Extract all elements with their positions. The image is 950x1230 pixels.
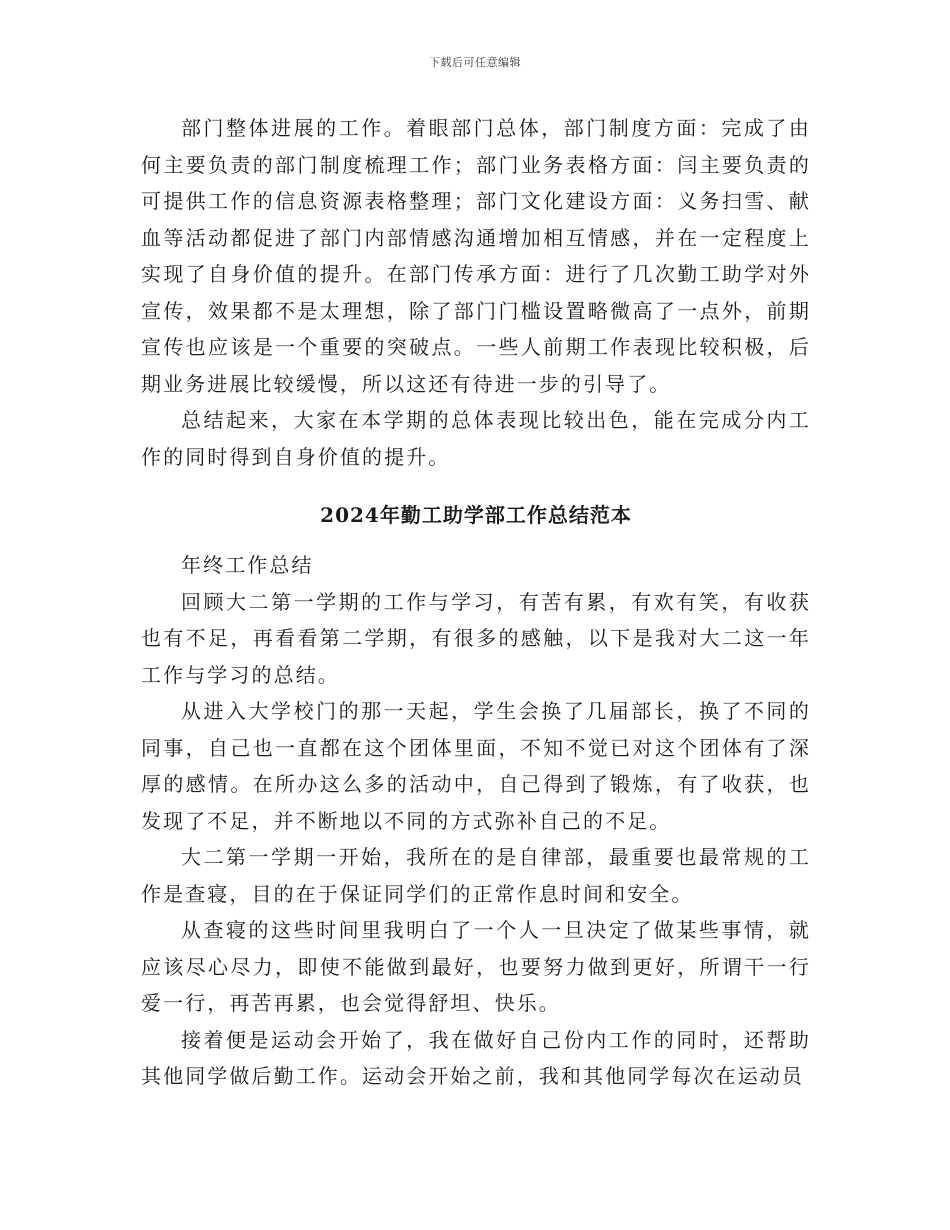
paragraph-discipline-dept: 大二第一学期一开始，我所在的是自律部，最重要也最常规的工作是查寝，目的在于保证同学们的正常作息时间和安全。	[141, 845, 811, 906]
paragraph-summary: 总结起来，大家在本学期的总体表现比较出色，能在完成分内工作的同时得到自身价值的提升。	[141, 408, 811, 469]
document-body	[141, 110, 811, 1095]
paragraph-university: 从进入大学校门的那一天起，学生会换了几届部长，换了不同的同事，自己也一直都在这个团体里面，不知不觉已对这个团体有了深厚的感情。在所办这么多的活动中，自己得到了锻炼，有了收获，也发现了不足，并不断地以不同的方式弥补自己的不足。	[141, 699, 811, 833]
section-title: 2024年勤工助学部工作总结范本	[320, 503, 632, 527]
page-header: 下载后可任意编辑	[429, 56, 521, 69]
paragraph-review: 回顾大二第一学期的工作与学习，有苦有累，有欢有笑，有收获也有不足，再看看第二学期，有很多的感触，以下是我对大二这一年工作与学习的总结。	[141, 589, 811, 687]
paragraph-dorm-check: 从查寝的这些时间里我明白了一个人一旦决定了做某些事情，就应该尽心尽力，即使不能做到最好，也要努力做到更好，所谓干一行爱一行，再苦再累，也会觉得舒坦、快乐。	[141, 918, 811, 1015]
paragraph-subheading: 年终工作总结	[181, 553, 314, 577]
paragraph-department-work: 部门整体进展的工作。着眼部门总体，部门制度方面：完成了由何主要负责的部门制度梳理工作；部门业务表格方面：闫主要负责的可提供工作的信息资源表格整理；部门文化建设方面：义务扫雪、献血等活动都促进了部门内部情感沟通增加相互情感，并在一定程度上实现了自身价值的提升。在部门传承方面：进行了几次勤工助学对外宣传，效果都不是太理想，除了部门门槛设置略微高了一点外，前期宣传也应该是一个重要的突破点。一些人前期工作表现比较积极，后期业务进展比较缓慢，所以这还有待进一步的引导了。	[141, 116, 811, 396]
paragraph-sports-meet: 接着便是运动会开始了，我在做好自己份内工作的同时，还帮助其他同学做后勤工作。运动会开始之前，我和其他同学每次在运动员	[141, 1027, 811, 1088]
